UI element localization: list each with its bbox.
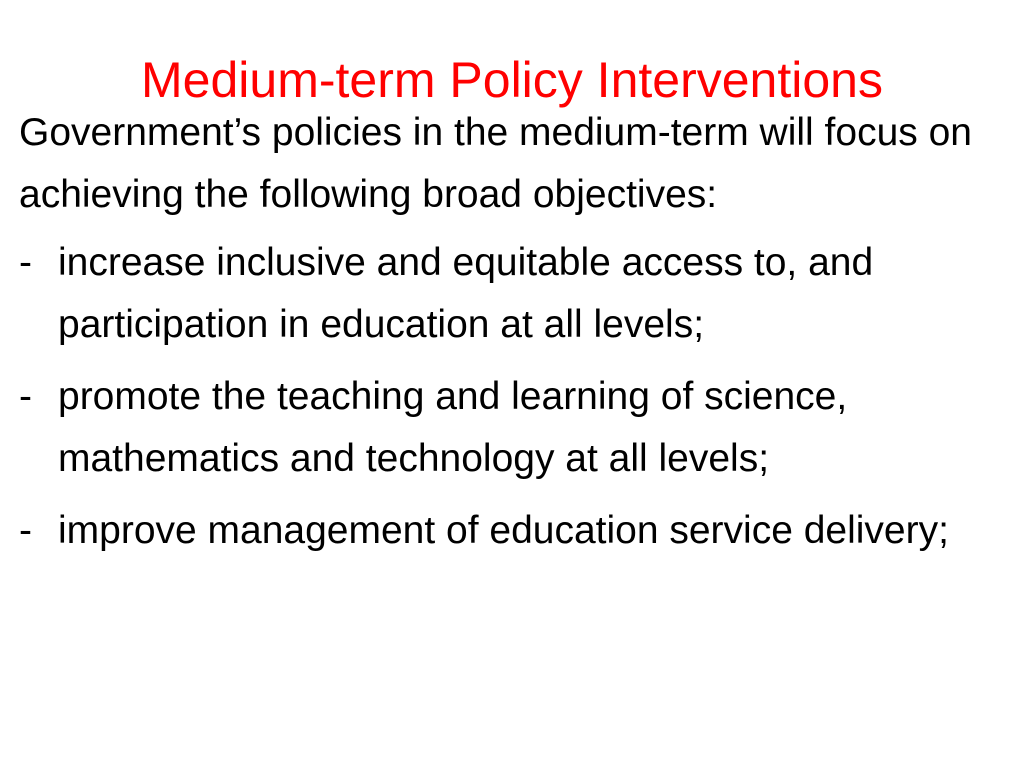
- list-item: [19, 366, 1009, 490]
- dash-bullet-icon: -: [19, 241, 32, 284]
- objectives-list: [19, 232, 1009, 562]
- dash-bullet-icon: -: [19, 375, 32, 418]
- list-item-text: increase inclusive and equitable access to, and participation in education at all levels;: [58, 241, 874, 346]
- list-item: [19, 500, 1009, 562]
- intro-paragraph: Government’s policies in the medium-term will focus on achieving the following broad objectives:: [19, 111, 972, 216]
- slide-title: Medium-term Policy Interventions: [141, 52, 883, 108]
- list-item-text: promote the teaching and learning of science, mathematics and technology at all levels;: [58, 375, 848, 480]
- list-item-text: improve management of education service delivery;: [58, 509, 949, 552]
- slide-body: [19, 102, 1009, 572]
- list-item: [19, 232, 1009, 356]
- dash-bullet-icon: -: [19, 509, 32, 552]
